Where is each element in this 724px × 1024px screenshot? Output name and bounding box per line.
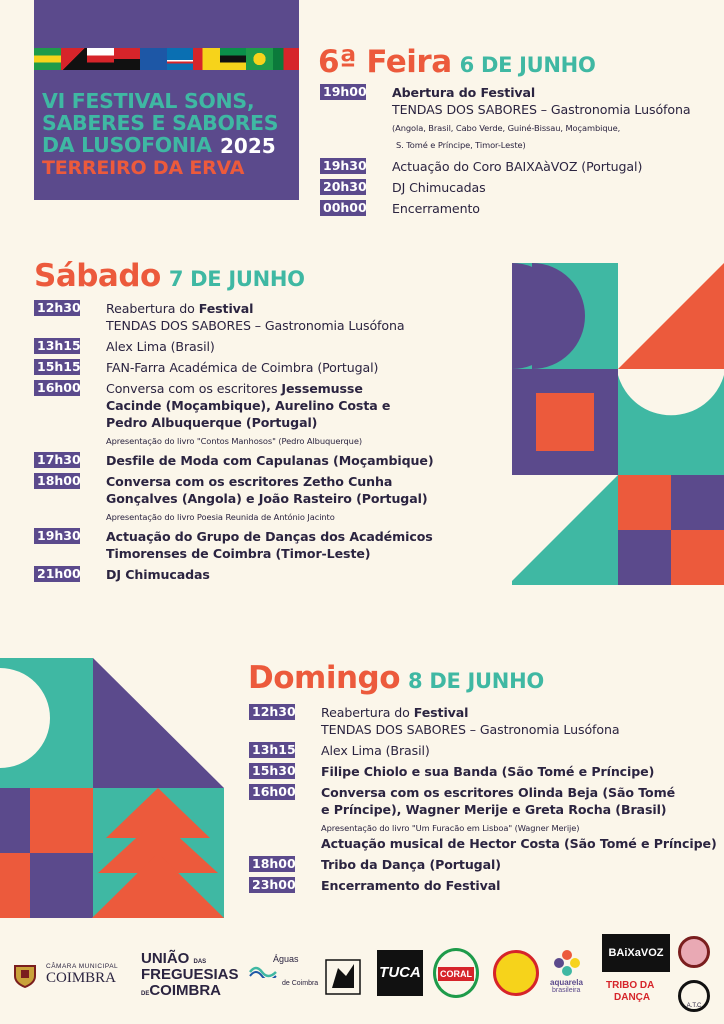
time-badge: 20h30	[320, 179, 366, 195]
coat-of-arms-icon	[12, 962, 38, 993]
schedule-item	[249, 742, 719, 759]
schedule-item	[320, 179, 710, 196]
event-bold: Conversa com os escritores Zetho Cunha	[106, 474, 393, 489]
event-note: Apresentação do livro "Contos Manhosos" (Pedro Albuquerque)	[106, 436, 362, 446]
camara-coimbra-logo: COIMBRA	[46, 970, 117, 986]
schedule-item	[34, 452, 504, 469]
tribo-logo-line1: TRIBO DA	[606, 980, 655, 991]
saturday-schedule	[34, 300, 504, 587]
event-description	[106, 300, 404, 334]
schedule-item	[320, 200, 710, 217]
round-emblem-icon	[678, 936, 710, 968]
festival-venue: TERREIRO DA ERVA	[42, 157, 245, 179]
schedule-item	[320, 158, 710, 175]
festival-year: 2025	[220, 134, 276, 158]
time-badge: 23h00	[249, 877, 295, 893]
event-bold: Desfile de Moda com Capulanas (Moçambique)	[106, 453, 434, 468]
event-description	[106, 473, 428, 524]
schedule-item	[249, 763, 719, 780]
time-badge: 21h00	[34, 566, 80, 582]
event-description	[392, 84, 690, 152]
event-title: Festival	[413, 705, 469, 720]
time-badge: 12h30	[249, 704, 295, 720]
event-bold: DJ Chimucadas	[106, 567, 210, 582]
event-description	[321, 856, 501, 873]
event-bold: Conversa com os escritores Olinda Beja (São Tomé	[321, 785, 676, 800]
schedule-item	[34, 300, 504, 334]
time-badge: 17h30	[34, 452, 80, 468]
festival-title-line3: DA LUSOFONIA	[42, 133, 212, 157]
schedule-item	[34, 338, 504, 355]
time-badge: 19h00	[320, 84, 366, 100]
event-description: FAN-Farra Académica de Coimbra (Portugal)	[106, 360, 379, 375]
time-badge: 15h30	[249, 763, 295, 779]
tribo-logo-line2: DANÇA	[614, 992, 651, 1003]
time-badge: 16h00	[34, 380, 80, 396]
event-description: Actuação do Coro BAIXAàVOZ (Portugal)	[392, 159, 643, 174]
event-title: Abertura do Festival	[392, 85, 536, 100]
event-description	[106, 380, 390, 448]
schedule-item	[320, 84, 710, 152]
uniao-de: DE	[141, 991, 150, 997]
time-badge: 18h00	[34, 473, 80, 489]
event-note: (Angola, Brasil, Cabo Verde, Guiné-Bissau, Moçambique,	[392, 123, 621, 133]
time-badge: 16h00	[249, 784, 295, 800]
event-description	[321, 704, 619, 738]
schedule-item	[34, 380, 504, 448]
event-description	[321, 877, 500, 894]
friday-schedule	[320, 84, 710, 221]
event-description	[106, 452, 434, 469]
festival-title-box	[34, 0, 299, 200]
schedule-item	[34, 473, 504, 524]
time-badge: 12h30	[34, 300, 80, 316]
uniao-word: UNIÃO	[141, 950, 190, 967]
time-badge: 15h15	[34, 359, 80, 375]
time-badge: 19h30	[320, 158, 366, 174]
time-badge: 19h30	[34, 528, 80, 544]
event-title: Festival	[198, 301, 254, 316]
event-bold: Gonçalves (Angola) e João Rasteiro (Portugal)	[106, 491, 428, 506]
day-date: 7 DE JUNHO	[168, 267, 305, 291]
sunday-schedule	[249, 704, 719, 898]
event-bold: Timorenses de Coimbra (Timor-Leste)	[106, 546, 371, 561]
baixavoz-logo: BAiXaVOZ	[602, 934, 670, 972]
festival-title-line2: SABERES E SABORES	[42, 111, 279, 135]
event-note: Apresentação do livro Poesia Reunida de António Jacinto	[106, 512, 335, 522]
lusophone-flags-strip	[34, 48, 299, 70]
aquarela-flower-icon	[554, 950, 580, 981]
event-description	[321, 784, 717, 852]
sunday-heading	[248, 660, 544, 696]
event-note: S. Tomé e Príncipe, Timor-Leste)	[396, 140, 526, 150]
event-bold: Filipe Chiolo e sua Banda (São Tomé e Príncipe)	[321, 764, 655, 779]
time-badge: 00h00	[320, 200, 366, 216]
uniao-logo-line2: FREGUESIAS	[141, 966, 239, 983]
emblem-icon	[324, 954, 362, 1003]
atc-logo: A.T.C	[678, 980, 710, 1012]
event-line: TENDAS DOS SABORES – Gastronomia Lusófona	[106, 318, 405, 333]
time-badge: 13h15	[249, 742, 295, 758]
geometric-pattern-left	[0, 658, 224, 918]
geometric-pattern-right	[512, 263, 724, 585]
event-text: Conversa com os escritores	[106, 381, 282, 396]
day-title: Sábado	[34, 258, 161, 294]
uniao-logo-line3	[141, 982, 221, 999]
event-description: Encerramento	[392, 201, 480, 216]
uniao-coimbra: COIMBRA	[149, 982, 222, 999]
sponsor-logo-bar	[0, 928, 724, 1024]
event-text: Reabertura do	[106, 301, 199, 316]
event-text: Reabertura do	[321, 705, 414, 720]
schedule-item	[249, 856, 719, 873]
event-bold: e Príncipe), Wagner Merije e Greta Rocha (Brasil)	[321, 802, 667, 817]
schedule-item	[249, 704, 719, 738]
day-title: 6ª Feira	[318, 44, 452, 80]
event-description: DJ Chimucadas	[392, 180, 486, 195]
festival-title-line1: VI FESTIVAL SONS,	[42, 89, 255, 113]
uniao-das: DAS	[193, 959, 207, 965]
day-date: 8 DE JUNHO	[408, 669, 544, 693]
event-description	[106, 566, 210, 583]
friday-heading	[318, 44, 596, 80]
aquarela-label-2: brasileira	[552, 987, 581, 994]
time-badge: 18h00	[249, 856, 295, 872]
coral-label: CORAL	[440, 969, 472, 979]
time-badge: 13h15	[34, 338, 80, 354]
day-title: Domingo	[248, 660, 401, 696]
schedule-item	[249, 877, 719, 894]
club-emblem-icon	[493, 950, 539, 996]
uniao-logo-line1	[141, 950, 206, 967]
schedule-item	[34, 528, 504, 562]
event-bold: Actuação musical de Hector Costa (São Tomé e Príncipe)	[321, 836, 717, 851]
camara-label: CÂMARA MUNICIPAL	[46, 963, 119, 970]
aguas-label-2: de Coimbra	[282, 980, 319, 987]
saturday-heading	[34, 258, 305, 294]
aquarela-label: aquarela	[550, 978, 583, 987]
event-description: Alex Lima (Brasil)	[321, 743, 430, 758]
event-bold: Cacinde (Moçambique), Aurelino Costa e	[106, 398, 391, 413]
day-date: 6 DE JUNHO	[459, 53, 596, 77]
event-description: Alex Lima (Brasil)	[106, 339, 215, 354]
event-bold: Pedro Albuquerque (Portugal)	[106, 415, 318, 430]
event-line: TENDAS DOS SABORES – Gastronomia Lusófona	[392, 102, 691, 117]
event-bold: Tribo da Dança (Portugal)	[321, 857, 501, 872]
event-description	[106, 528, 433, 562]
aguas-label: Águas	[273, 954, 299, 964]
event-note: Apresentação do livro "Um Furacão em Lisboa" (Wagner Merije)	[321, 823, 580, 833]
tuca-logo: TUCA	[377, 950, 423, 996]
event-bold: Encerramento do Festival	[321, 878, 501, 893]
event-bold: Actuação do Grupo de Danças dos Académicos	[106, 529, 433, 544]
event-line: TENDAS DOS SABORES – Gastronomia Lusófona	[321, 722, 620, 737]
schedule-item	[34, 566, 504, 583]
event-description	[321, 763, 654, 780]
event-bold: Jessemusse	[281, 381, 363, 396]
coral-logo	[433, 948, 479, 998]
schedule-item	[249, 784, 719, 852]
schedule-item	[34, 359, 504, 376]
